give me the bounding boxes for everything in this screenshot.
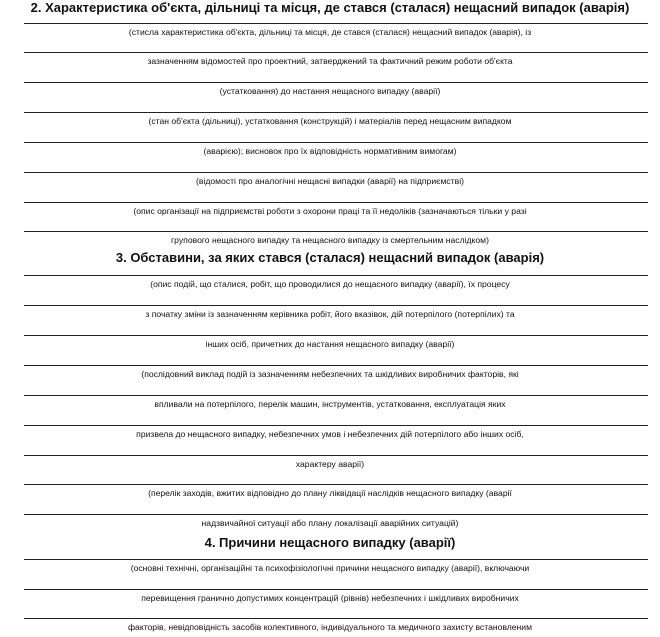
fill-line[interactable] [24,275,648,276]
field-caption: групового нещасного випадку та нещасного випадку із смертельним наслідком) [171,235,489,245]
fill-line[interactable] [24,559,648,560]
fill-line[interactable] [24,335,648,336]
fill-line[interactable] [24,365,648,366]
field-caption: з початку зміни із зазначенням керівника робіт, його вказівок, дій потерпілого (потерпілих) та [145,309,515,319]
fill-line[interactable] [24,455,648,456]
field-caption: зазначенням відомостей про проектний, затверджений та фактичний режим роботи об'єкта [147,56,513,66]
field-caption: (стан об'єкта (дільниці), устатковання (конструкцій) і матеріалів перед нещасним випадком [148,116,512,126]
field-caption: (устатковання) до настання нещасного випадку (аварії) [219,86,441,96]
field-caption: призвела до нещасного випадку, небезпечних умов і небезпечних дій потерпілого або інших осіб, [136,429,524,439]
field-caption: впливали на потерпілого, перелік машин, інструментів, устатковання, експлуатація яких [154,399,506,409]
section-2-title: 2. Характеристика об'єкта, дільниці та місця, де стався (сталася) нещасний випадок (аварія) [30,0,630,15]
fill-line[interactable] [24,82,648,83]
fill-line[interactable] [24,395,648,396]
field-caption: факторів, невідповідність засобів колективного, індивідуального та медичного захисту встановленим [127,622,532,632]
field-caption: (послідовний виклад подій із зазначенням небезпечних та шкідливих виробничих факторів, які [141,369,519,379]
field-caption: інших осіб, причетних до настання нещасного випадку (аварії) [205,339,455,349]
fill-line[interactable] [24,231,648,232]
field-caption: надзвичайної ситуації або плану локалізації аварійних ситуацій) [201,518,459,528]
fill-line[interactable] [24,425,648,426]
fill-line[interactable] [24,23,648,24]
field-caption: (опис подій, що сталися, робіт, що проводилися до нещасного випадку (аварії), їх процесу [150,279,510,289]
section-4-title: 4. Причини нещасного випадку (аварії) [204,535,456,550]
fill-line[interactable] [24,172,648,173]
fill-line[interactable] [24,514,648,515]
fill-line[interactable] [24,305,648,306]
field-caption: характеру аварії) [295,459,365,469]
field-caption: (опис організації на підприємстві роботи з охорони праці та її недоліків (зазначаються тільки у разі [133,206,527,216]
fill-line[interactable] [24,142,648,143]
fill-line[interactable] [24,484,648,485]
section-3-title: 3. Обставини, за яких стався (сталася) нещасний випадок (аварія) [115,250,545,265]
fill-line[interactable] [24,52,648,53]
field-caption: (аварією); висновок про їх відповідність нормативним вимогам) [203,146,457,156]
field-caption: (основні технічні, організаційні та психофізіологічні причини нещасного випадку (аварії), включаючи [130,563,530,573]
fill-line[interactable] [24,618,648,619]
fill-line[interactable] [24,202,648,203]
fill-line[interactable] [24,589,648,590]
fill-line[interactable] [24,112,648,113]
field-caption: перевищення гранично допустимих концентрацій (рівнів) небезпечних і шкідливих виробничих [141,593,519,603]
field-caption: (перелік заходів, вжитих відповідно до плану ліквідації наслідків нещасного випадку (аварії [148,488,512,498]
field-caption: (стисла характеристика об'єкта, дільниці та місця, де стався (сталася) нещасний випадок (аварія), із [128,27,532,37]
field-caption: (відомості про аналогічні нещасні випадки (аварії) на підприємстві) [196,176,464,186]
